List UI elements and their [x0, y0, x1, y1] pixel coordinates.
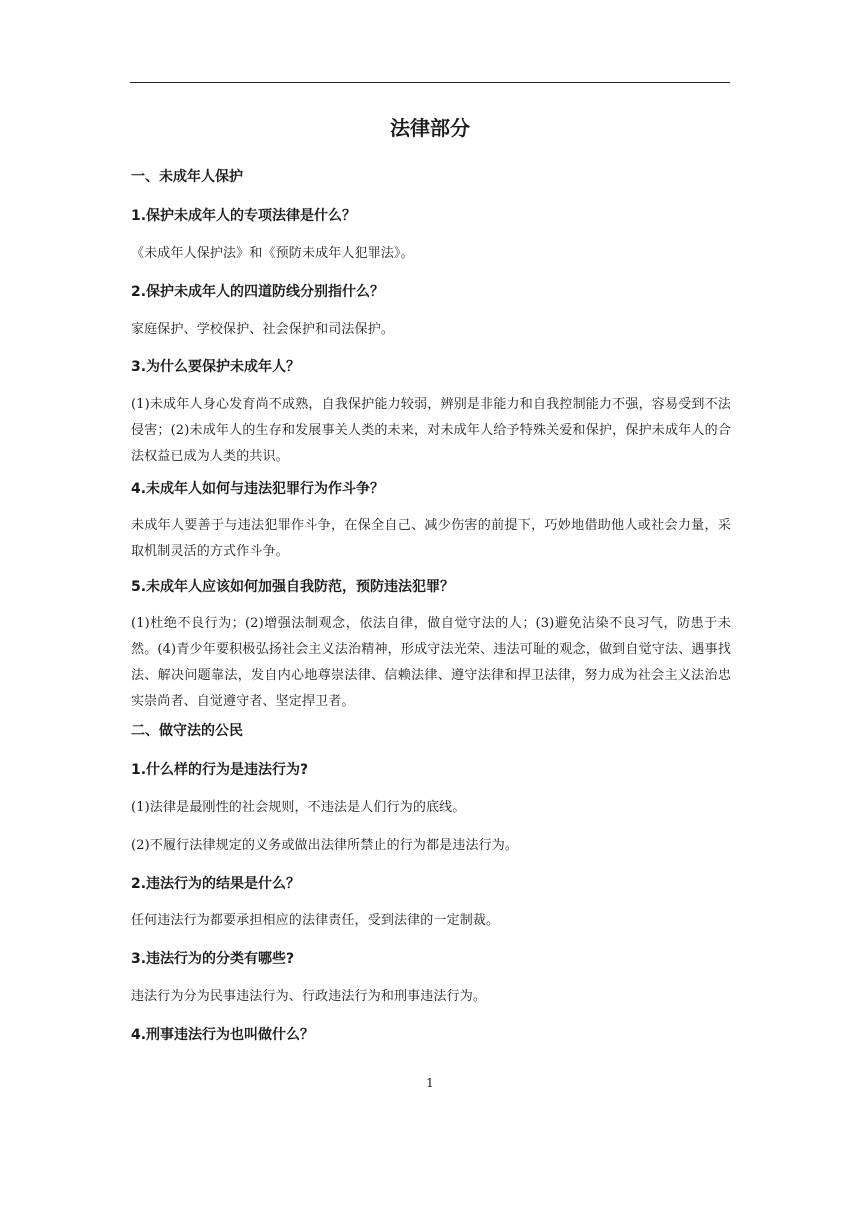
question-3: 3.为什么要保护未成年人？	[131, 359, 301, 375]
page-title: 法律部分	[390, 116, 470, 140]
question-s2-4: 4.刑事违法行为也叫做什么？	[131, 1027, 315, 1043]
answer-s2-1-part1: (1)法律是最刚性的社会规则，不违法是人们行为的底线。	[131, 800, 466, 815]
answer-2: 家庭保护、学校保护、社会保护和司法保护。	[131, 322, 395, 337]
question-s2-3: 3.违法行为的分类有哪些?	[131, 951, 295, 967]
answer-s2-3: 违法行为分为民事违法行为、行政违法行为和刑事违法行为。	[131, 989, 487, 1004]
answer-1: 《未成年人保护法》和《预防未成年人犯罪法》。	[131, 246, 414, 261]
question-s2-2: 2.违法行为的结果是什么？	[131, 876, 301, 892]
question-2: 2.保护未成年人的四道防线分别指什么？	[131, 284, 385, 300]
header-rule	[130, 82, 730, 83]
question-5: 5.未成年人应该如何加强自我防范，预防违法犯罪？	[131, 579, 455, 595]
page-number: 1	[426, 1076, 434, 1090]
question-1: 1.保护未成年人的专项法律是什么？	[131, 208, 357, 224]
answer-4: 未成年人要善于与违法犯罪作斗争，在保全自己、减少伤害的前提下，巧妙地借助他人或社会力量，采取机制灵活的方式作斗争。	[131, 518, 731, 559]
question-4: 4.未成年人如何与违法犯罪行为作斗争？	[131, 481, 385, 497]
answer-s2-2: 任何违法行为都要承担相应的法律责任，受到法律的一定制裁。	[131, 913, 500, 928]
answer-3: (1)未成年人身心发育尚不成熟，自我保护能力较弱，辨别是非能力和自我控制能力不强，容易受到不法侵害；(2)未成年人的生存和发展事关人类的未来，对未成年人给予特殊关爱和保护，保护未成年人的合法权益已成为人类的共识。	[131, 397, 731, 464]
answer-s2-1-part2: (2)不履行法律规定的义务或做出法律所禁止的行为都是违法行为。	[131, 838, 519, 853]
section-heading-minor-protection: 一、未成年人保护	[131, 169, 243, 185]
answer-5: (1)杜绝不良行为；(2)增强法制观念，依法自律，做自觉守法的人；(3)避免沾染不良习气，防患于未然。(4)青少年要积极弘扬社会主义法治精神，形成守法光荣、违法可耻的观念，做到自觉守法、遇事找法、解决问题靠法，发自内心地尊崇法律、信赖法律、遵守法律和捍卫法律，努力成为社会主义法治忠实崇尚者、自觉遵守者、坚定捍卫者。	[131, 616, 731, 709]
question-s2-1: 1.什么样的行为是违法行为?	[131, 762, 309, 778]
section-heading-law-abiding: 二、做守法的公民	[131, 723, 243, 739]
